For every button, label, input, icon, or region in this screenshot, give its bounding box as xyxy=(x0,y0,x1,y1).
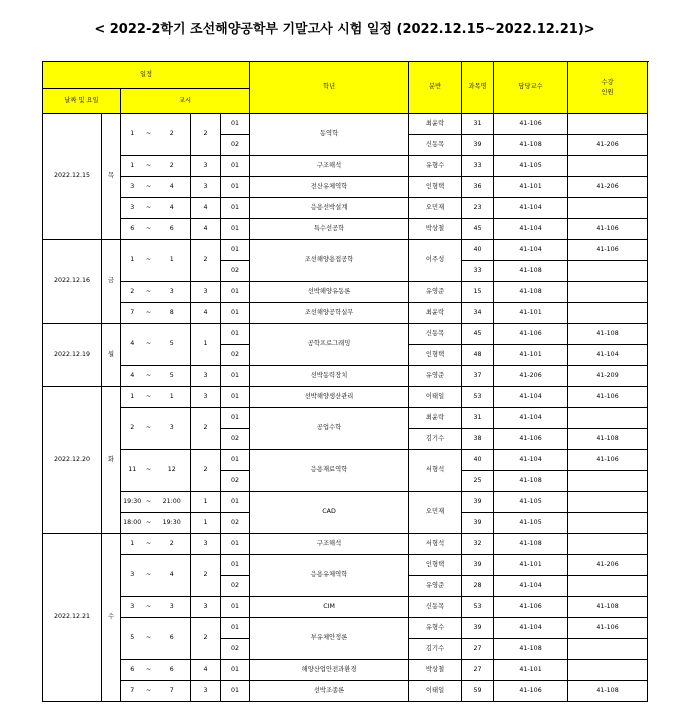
period-start: 5 xyxy=(121,618,144,660)
course-name: 구조해석 xyxy=(250,534,409,555)
course-name: 조선해양공학실무 xyxy=(250,303,409,324)
exam-room-1: 41-104 xyxy=(494,576,568,597)
exam-room-1: 41-104 xyxy=(494,450,568,471)
period-start: 3 xyxy=(121,597,144,618)
section: 01 xyxy=(221,387,250,408)
period-start: 2 xyxy=(121,408,144,450)
header-professor: 담당교수 xyxy=(494,62,568,114)
course-name: 응용선박설계 xyxy=(250,198,409,219)
grade: 3 xyxy=(191,366,221,387)
exam-room-2: 41-104 xyxy=(568,345,648,366)
exam-room-2 xyxy=(568,114,648,135)
period-end: 4 xyxy=(154,177,191,198)
section: 01 xyxy=(221,282,250,303)
professor: 유영준 xyxy=(409,282,462,303)
professor: 신동목 xyxy=(409,324,462,345)
grade: 2 xyxy=(191,555,221,597)
period-tilde: ~ xyxy=(144,324,154,366)
section: 02 xyxy=(221,429,250,450)
table-row xyxy=(43,303,648,324)
course-name: 선박조종론 xyxy=(250,681,409,702)
grade: 4 xyxy=(191,219,221,240)
enrolled-count: 32 xyxy=(462,534,494,555)
course-name: 해양산업안전과환경 xyxy=(250,660,409,681)
section: 01 xyxy=(221,303,250,324)
section: 02 xyxy=(221,576,250,597)
period-tilde: ~ xyxy=(144,597,154,618)
exam-room-1: 41-104 xyxy=(494,618,568,639)
course-name: 선박해양유동론 xyxy=(250,282,409,303)
course-name: 부유체안정론 xyxy=(250,618,409,660)
course-name: 조선해양용접공학 xyxy=(250,240,409,282)
exam-room-1: 41-104 xyxy=(494,387,568,408)
period-end: 2 xyxy=(154,114,191,156)
period-end: 6 xyxy=(154,219,191,240)
grade: 3 xyxy=(191,177,221,198)
professor: 박상철 xyxy=(409,219,462,240)
period-tilde: ~ xyxy=(144,366,154,387)
exam-room-1: 41-104 xyxy=(494,408,568,429)
header-period: 교시 xyxy=(121,89,250,114)
exam-room-2: 41-206 xyxy=(568,555,648,576)
period-tilde: ~ xyxy=(144,408,154,450)
section: 01 xyxy=(221,219,250,240)
period-end: 2 xyxy=(154,156,191,177)
section: 01 xyxy=(221,156,250,177)
professor: 유영준 xyxy=(409,576,462,597)
course-name: 구조해석 xyxy=(250,156,409,177)
grade: 2 xyxy=(191,240,221,282)
period-end: 21:00 xyxy=(154,492,191,513)
professor: 유형수 xyxy=(409,618,462,639)
period-start: 3 xyxy=(121,555,144,597)
exam-date: 2022.12.20 xyxy=(43,387,102,534)
header-grade: 학년 xyxy=(250,62,409,114)
period-start: 4 xyxy=(121,324,144,366)
period-tilde: ~ xyxy=(144,660,154,681)
professor: 이태일 xyxy=(409,681,462,702)
period-start: 1 xyxy=(121,534,144,555)
enrolled-count: 27 xyxy=(462,660,494,681)
grade: 4 xyxy=(191,660,221,681)
exam-room-2: 41-106 xyxy=(568,219,648,240)
exam-room-2: 41-106 xyxy=(568,450,648,471)
exam-room-1: 41-104 xyxy=(494,219,568,240)
exam-room-1: 41-104 xyxy=(494,240,568,261)
period-end: 1 xyxy=(154,387,191,408)
exam-room-2: 41-206 xyxy=(568,177,648,198)
exam-room-2: 41-108 xyxy=(568,324,648,345)
exam-room-2 xyxy=(568,198,648,219)
period-tilde: ~ xyxy=(144,387,154,408)
grade: 3 xyxy=(191,534,221,555)
section: 01 xyxy=(221,534,250,555)
period-tilde: ~ xyxy=(144,513,154,534)
exam-schedule-table xyxy=(42,61,648,702)
enrolled-count: 25 xyxy=(462,471,494,492)
enrolled-count: 39 xyxy=(462,555,494,576)
grade: 3 xyxy=(191,156,221,177)
exam-date: 2022.12.16 xyxy=(43,240,102,324)
exam-room-2: 41-108 xyxy=(568,429,648,450)
section: 01 xyxy=(221,492,250,513)
professor: 이태일 xyxy=(409,387,462,408)
period-end: 5 xyxy=(154,324,191,366)
grade: 3 xyxy=(191,387,221,408)
course-name: CIM xyxy=(250,597,409,618)
period-end: 19:30 xyxy=(154,513,191,534)
table-row xyxy=(43,618,648,639)
table-row xyxy=(43,534,648,555)
period-start: 2 xyxy=(121,282,144,303)
exam-room-1: 41-106 xyxy=(494,429,568,450)
enrolled-count: 40 xyxy=(462,450,494,471)
table-row xyxy=(43,408,648,429)
professor: 서형석 xyxy=(409,450,462,492)
section: 01 xyxy=(221,366,250,387)
section: 01 xyxy=(221,240,250,261)
exam-weekday: 월 xyxy=(102,324,121,387)
exam-room-1: 41-108 xyxy=(494,282,568,303)
section: 01 xyxy=(221,618,250,639)
exam-room-2 xyxy=(568,408,648,429)
grade: 4 xyxy=(191,303,221,324)
period-tilde: ~ xyxy=(144,282,154,303)
exam-room-2 xyxy=(568,492,648,513)
enrolled-count: 53 xyxy=(462,597,494,618)
period-tilde: ~ xyxy=(144,681,154,702)
grade: 2 xyxy=(191,618,221,660)
exam-room-2: 41-108 xyxy=(568,681,648,702)
enrolled-count: 59 xyxy=(462,681,494,702)
period-end: 7 xyxy=(154,681,191,702)
period-start: 3 xyxy=(121,198,144,219)
page-title: < 2022-2학기 조선해양공학부 기말고사 시험 일정 (2022.12.15~2022.12.21)> xyxy=(94,22,595,37)
period-start: 7 xyxy=(121,303,144,324)
exam-room-1: 41-105 xyxy=(494,492,568,513)
course-name: 공업수학 xyxy=(250,408,409,450)
enrolled-count: 33 xyxy=(462,156,494,177)
professor: 신동목 xyxy=(409,135,462,156)
professor: 오민재 xyxy=(409,198,462,219)
grade: 1 xyxy=(191,492,221,513)
professor: 유영준 xyxy=(409,366,462,387)
grade: 1 xyxy=(191,324,221,366)
professor: 오민재 xyxy=(409,492,462,534)
section: 01 xyxy=(221,660,250,681)
table-row xyxy=(43,387,648,408)
period-start: 6 xyxy=(121,660,144,681)
header-section: 분반 xyxy=(409,62,462,114)
table-row xyxy=(43,114,648,135)
exam-weekday: 수 xyxy=(102,534,121,702)
section: 02 xyxy=(221,345,250,366)
period-start: 1 xyxy=(121,156,144,177)
table-row xyxy=(43,492,648,513)
enrolled-count: 31 xyxy=(462,114,494,135)
professor: 최윤락 xyxy=(409,303,462,324)
period-start: 1 xyxy=(121,114,144,156)
exam-room-1: 41-106 xyxy=(494,324,568,345)
professor: 유형수 xyxy=(409,156,462,177)
period-tilde: ~ xyxy=(144,156,154,177)
section: 02 xyxy=(221,639,250,660)
enrolled-count: 39 xyxy=(462,492,494,513)
period-tilde: ~ xyxy=(144,198,154,219)
enrolled-count: 37 xyxy=(462,366,494,387)
professor: 신동목 xyxy=(409,597,462,618)
exam-weekday: 목 xyxy=(102,114,121,240)
table-row xyxy=(43,240,648,261)
enrolled-count: 28 xyxy=(462,576,494,597)
grade: 3 xyxy=(191,282,221,303)
exam-date: 2022.12.15 xyxy=(43,114,102,240)
exam-room-2: 41-209 xyxy=(568,366,648,387)
enrolled-count: 39 xyxy=(462,513,494,534)
exam-room-2: 41-108 xyxy=(568,597,648,618)
grade: 1 xyxy=(191,513,221,534)
enrolled-count: 33 xyxy=(462,261,494,282)
course-name: 선박해양생산관리 xyxy=(250,387,409,408)
exam-room-1: 41-105 xyxy=(494,156,568,177)
grade: 3 xyxy=(191,597,221,618)
section: 01 xyxy=(221,198,250,219)
table-row xyxy=(43,324,648,345)
exam-date: 2022.12.19 xyxy=(43,324,102,387)
exam-room-2: 41-106 xyxy=(568,387,648,408)
period-tilde: ~ xyxy=(144,219,154,240)
table-row xyxy=(43,282,648,303)
period-start: 11 xyxy=(121,450,144,492)
exam-room-2 xyxy=(568,534,648,555)
period-end: 3 xyxy=(154,597,191,618)
professor: 인형택 xyxy=(409,345,462,366)
exam-room-2 xyxy=(568,576,648,597)
table-row xyxy=(43,156,648,177)
exam-room-2 xyxy=(568,471,648,492)
period-end: 3 xyxy=(154,408,191,450)
grade: 2 xyxy=(191,450,221,492)
section: 02 xyxy=(221,135,250,156)
section: 01 xyxy=(221,177,250,198)
exam-room-1: 41-106 xyxy=(494,114,568,135)
exam-room-2: 41-106 xyxy=(568,618,648,639)
period-start: 3 xyxy=(121,177,144,198)
table-row xyxy=(43,219,648,240)
table-row xyxy=(43,177,648,198)
section: 02 xyxy=(221,261,250,282)
professor: 인형택 xyxy=(409,555,462,576)
period-start: 19:30 xyxy=(121,492,144,513)
course-name: 동역학 xyxy=(250,114,409,156)
professor: 최윤락 xyxy=(409,408,462,429)
exam-room-2 xyxy=(568,660,648,681)
period-end: 6 xyxy=(154,618,191,660)
period-end: 3 xyxy=(154,282,191,303)
table-row xyxy=(43,555,648,576)
period-tilde: ~ xyxy=(144,534,154,555)
grade: 2 xyxy=(191,114,221,156)
professor: 이주성 xyxy=(409,240,462,282)
period-end: 4 xyxy=(154,198,191,219)
exam-room-1: 41-104 xyxy=(494,198,568,219)
enrolled-count: 31 xyxy=(462,408,494,429)
table-row xyxy=(43,597,648,618)
enrolled-count: 15 xyxy=(462,282,494,303)
period-start: 1 xyxy=(121,387,144,408)
exam-room-2 xyxy=(568,513,648,534)
period-end: 5 xyxy=(154,366,191,387)
period-tilde: ~ xyxy=(144,114,154,156)
professor: 최윤락 xyxy=(409,114,462,135)
exam-weekday: 금 xyxy=(102,240,121,324)
exam-room-1: 41-101 xyxy=(494,345,568,366)
enrolled-count: 38 xyxy=(462,429,494,450)
enrolled-count: 40 xyxy=(462,240,494,261)
section: 02 xyxy=(221,513,250,534)
section: 01 xyxy=(221,681,250,702)
professor: 박상철 xyxy=(409,660,462,681)
exam-room-2 xyxy=(568,639,648,660)
exam-room-2 xyxy=(568,282,648,303)
exam-room-1: 41-108 xyxy=(494,534,568,555)
section: 01 xyxy=(221,450,250,471)
professor: 김기수 xyxy=(409,639,462,660)
table-row xyxy=(43,450,648,471)
period-tilde: ~ xyxy=(144,240,154,282)
enrolled-count: 39 xyxy=(462,135,494,156)
period-end: 4 xyxy=(154,555,191,597)
period-end: 8 xyxy=(154,303,191,324)
period-tilde: ~ xyxy=(144,450,154,492)
enrolled-count: 45 xyxy=(462,219,494,240)
course-name: 응용유체역학 xyxy=(250,555,409,597)
section: 01 xyxy=(221,408,250,429)
enrolled-count: 48 xyxy=(462,345,494,366)
period-start: 7 xyxy=(121,681,144,702)
period-end: 1 xyxy=(154,240,191,282)
header-enrolled: 수강 인원 xyxy=(568,62,648,114)
exam-room-1: 41-106 xyxy=(494,681,568,702)
exam-weekday: 화 xyxy=(102,387,121,534)
grade: 3 xyxy=(191,681,221,702)
exam-room-1: 41-105 xyxy=(494,513,568,534)
section: 02 xyxy=(221,471,250,492)
schedule-body xyxy=(43,114,648,702)
course-name: 공학프로그래밍 xyxy=(250,324,409,366)
enrolled-count: 36 xyxy=(462,177,494,198)
course-name: 응용재료역학 xyxy=(250,450,409,492)
grade: 2 xyxy=(191,408,221,450)
exam-room-2 xyxy=(568,156,648,177)
exam-room-2 xyxy=(568,261,648,282)
exam-date: 2022.12.21 xyxy=(43,534,102,702)
period-end: 2 xyxy=(154,534,191,555)
exam-room-1: 41-206 xyxy=(494,366,568,387)
professor: 김기수 xyxy=(409,429,462,450)
enrolled-count: 53 xyxy=(462,387,494,408)
period-start: 18:00 xyxy=(121,513,144,534)
exam-room-1: 41-106 xyxy=(494,597,568,618)
section: 01 xyxy=(221,597,250,618)
exam-room-1: 41-101 xyxy=(494,660,568,681)
professor: 서형석 xyxy=(409,534,462,555)
exam-room-1: 41-101 xyxy=(494,303,568,324)
enrolled-count: 34 xyxy=(462,303,494,324)
period-end: 12 xyxy=(154,450,191,492)
table-row xyxy=(43,660,648,681)
enrolled-count: 39 xyxy=(462,618,494,639)
period-tilde: ~ xyxy=(144,492,154,513)
period-start: 4 xyxy=(121,366,144,387)
header-date-day: 날짜 및 요일 xyxy=(43,89,121,114)
professor: 인형택 xyxy=(409,177,462,198)
course-name: 특수선공학 xyxy=(250,219,409,240)
period-start: 1 xyxy=(121,240,144,282)
exam-room-1: 41-108 xyxy=(494,471,568,492)
period-end: 6 xyxy=(154,660,191,681)
exam-room-1: 41-101 xyxy=(494,555,568,576)
exam-room-1: 41-101 xyxy=(494,177,568,198)
course-name: CAD xyxy=(250,492,409,534)
header-schedule: 일정 xyxy=(43,62,250,89)
exam-room-1: 41-108 xyxy=(494,261,568,282)
exam-room-2: 41-206 xyxy=(568,135,648,156)
exam-room-1: 41-108 xyxy=(494,639,568,660)
enrolled-count: 27 xyxy=(462,639,494,660)
grade: 4 xyxy=(191,198,221,219)
exam-room-2: 41-106 xyxy=(568,240,648,261)
table-row xyxy=(43,681,648,702)
section: 01 xyxy=(221,324,250,345)
section: 01 xyxy=(221,114,250,135)
section: 01 xyxy=(221,555,250,576)
period-tilde: ~ xyxy=(144,555,154,597)
course-name: 선박동력장치 xyxy=(250,366,409,387)
period-tilde: ~ xyxy=(144,177,154,198)
period-tilde: ~ xyxy=(144,303,154,324)
exam-room-2 xyxy=(568,303,648,324)
period-tilde: ~ xyxy=(144,618,154,660)
table-row xyxy=(43,198,648,219)
enrolled-count: 23 xyxy=(462,198,494,219)
enrolled-count: 45 xyxy=(462,324,494,345)
period-start: 6 xyxy=(121,219,144,240)
header-course: 과목명 xyxy=(462,62,494,114)
course-name: 전산유체역학 xyxy=(250,177,409,198)
exam-room-1: 41-108 xyxy=(494,135,568,156)
table-row xyxy=(43,366,648,387)
